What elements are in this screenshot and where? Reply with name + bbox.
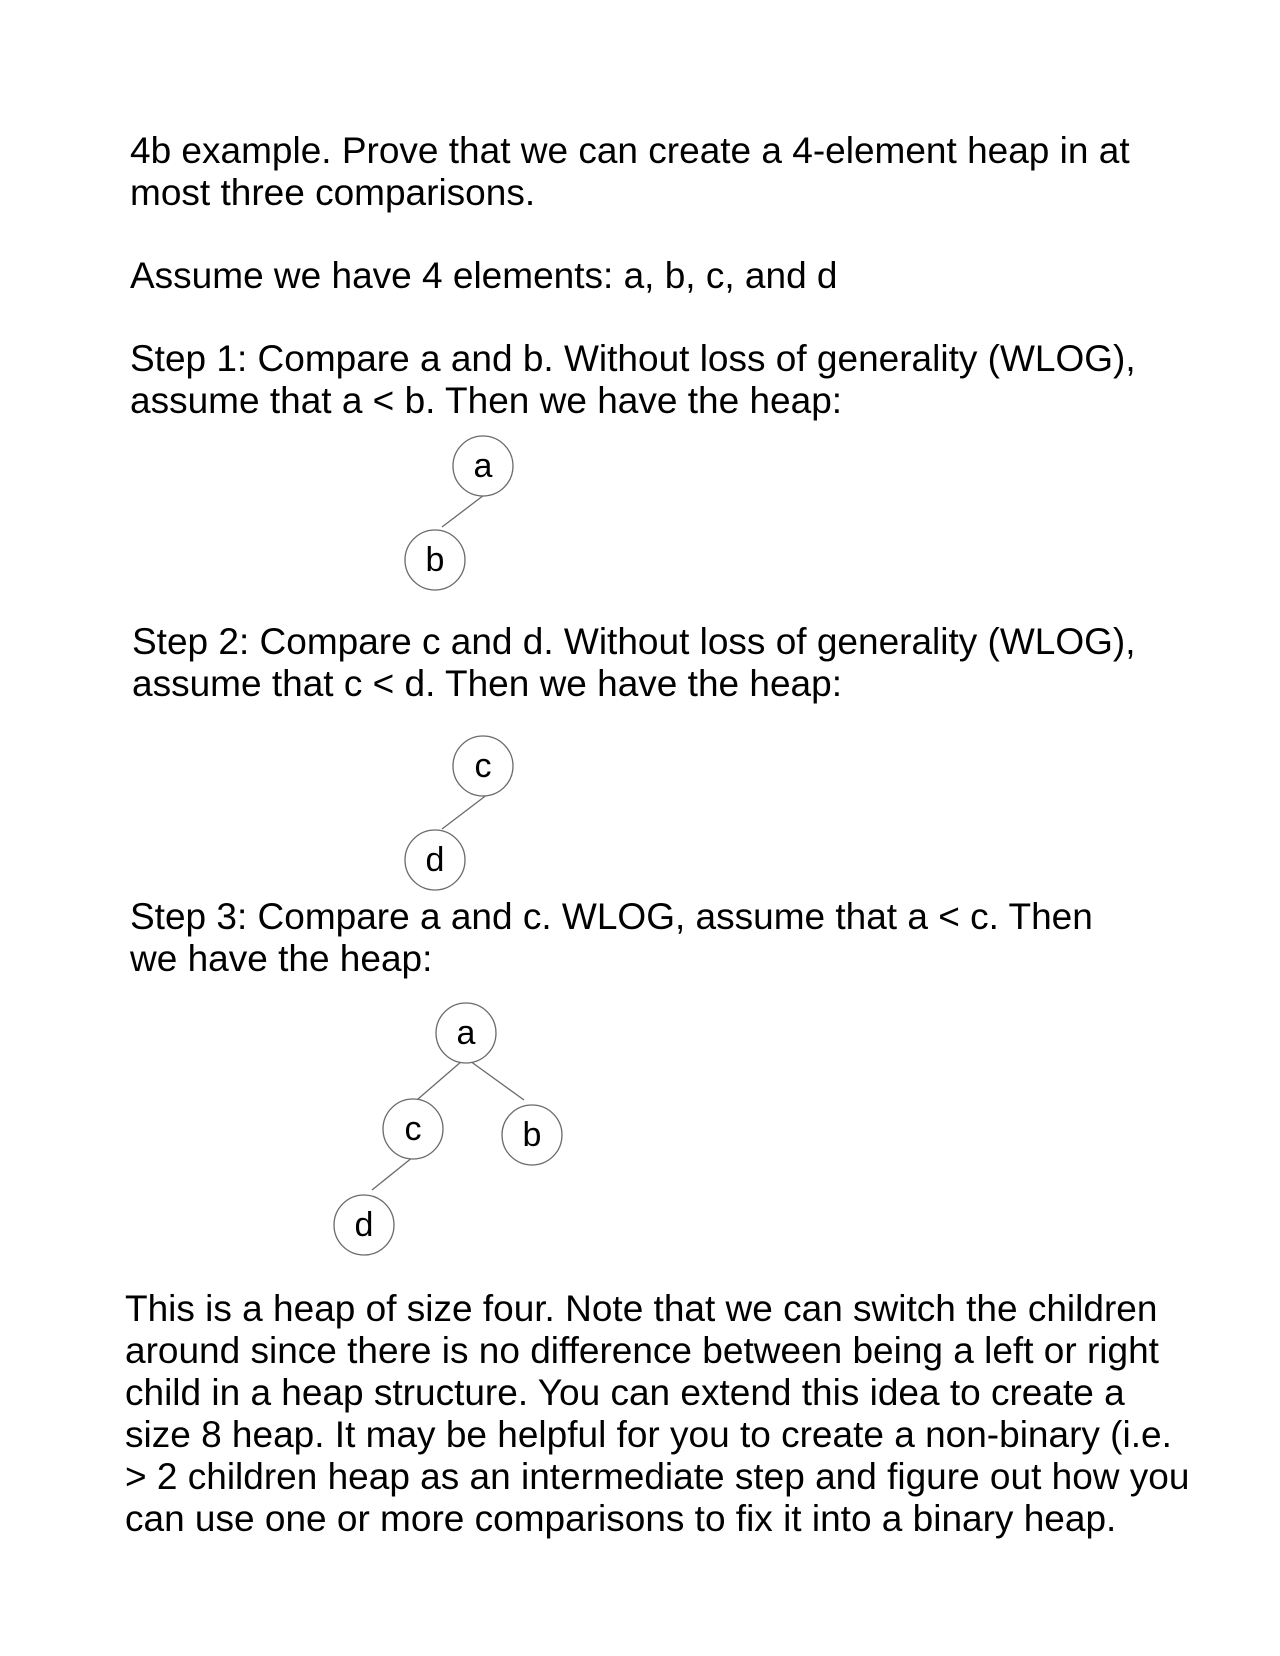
- step3-node-a: [436, 1003, 496, 1063]
- step2-line-1: Step 2: Compare c and d. Without loss of generality (WLOG),: [132, 621, 1136, 662]
- step1-line-1: Step 1: Compare a and b. Without loss of generality (WLOG),: [130, 338, 1136, 379]
- step3-node-b-label: b: [522, 1116, 542, 1154]
- assume-line: Assume we have 4 elements: a, b, c, and d: [130, 255, 838, 296]
- step3-node-d-label: d: [354, 1206, 374, 1244]
- step2-node-d-label: d: [425, 841, 445, 879]
- conclusion-line-4: size 8 heap. It may be helpful for you to create a non-binary (i.e.: [125, 1414, 1172, 1455]
- step3-node-c: [383, 1099, 443, 1159]
- conclusion-line-1: This is a heap of size four. Note that we can switch the children: [125, 1288, 1158, 1329]
- step3-edge-a-b: [470, 1061, 524, 1100]
- step1-node-b-label: b: [425, 541, 445, 579]
- conclusion-line-5: > 2 children heap as an intermediate step and figure out how you: [125, 1456, 1190, 1497]
- step2-node-c-label: c: [474, 747, 492, 785]
- intro-line-2: most three comparisons.: [130, 172, 536, 213]
- step3-edge-c-d: [372, 1157, 413, 1190]
- step1-line-2: assume that a < b. Then we have the heap:: [130, 380, 843, 421]
- step3-line-2: we have the heap:: [130, 938, 433, 979]
- step2-line-2: assume that c < d. Then we have the heap:: [132, 663, 842, 704]
- step3-edge-a-c: [418, 1061, 462, 1099]
- step3-node-a-label: a: [456, 1014, 476, 1052]
- conclusion-line-6: can use one or more comparisons to fix it into a binary heap.: [125, 1498, 1117, 1539]
- step3-node-c-label: c: [404, 1110, 422, 1148]
- conclusion-line-2: around since there is no difference between being a left or right: [125, 1330, 1159, 1371]
- conclusion-paragraph: [125, 1288, 1189, 1540]
- conclusion-line-3: child in a heap structure. You can extend this idea to create a: [125, 1372, 1125, 1413]
- step1-node-a-label: a: [473, 447, 493, 485]
- step3-node-b: [502, 1105, 562, 1165]
- intro-line-1: 4b example. Prove that we can create a 4-element heap in at: [130, 130, 1130, 171]
- step3-node-d: [334, 1195, 394, 1255]
- step3-line-1: Step 3: Compare a and c. WLOG, assume that a < c. Then: [130, 896, 1093, 937]
